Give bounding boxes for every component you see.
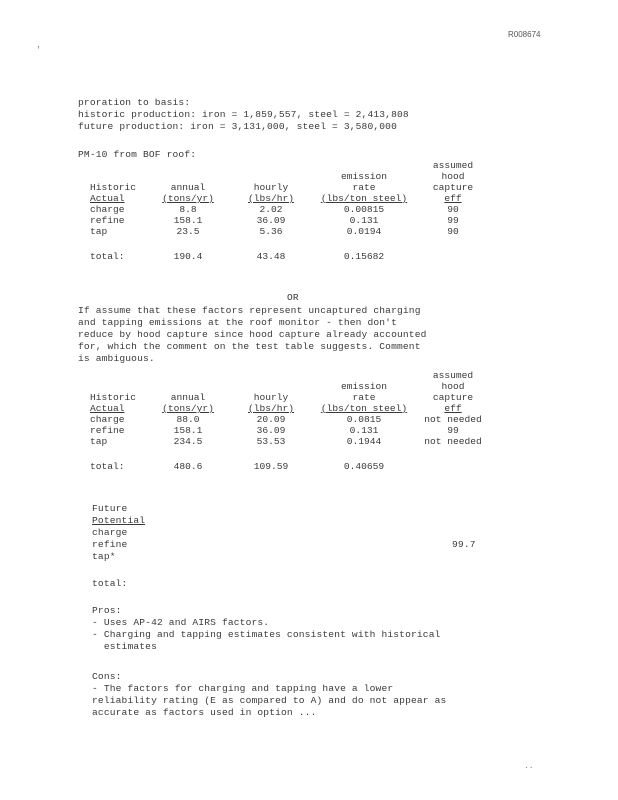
- table-cell: 99: [447, 425, 459, 436]
- table-cell: hourly: [253, 182, 289, 193]
- table-cell: 0.131: [349, 425, 379, 436]
- table-cell: assumed: [432, 160, 474, 171]
- table-cell: (lbs/hr): [247, 193, 295, 204]
- table-spacer-cell: [90, 237, 494, 251]
- table-header-row: [90, 171, 494, 182]
- table-cell: 36.09: [256, 425, 286, 436]
- table-cell: [412, 251, 494, 262]
- future-row-charge: charge: [92, 527, 128, 538]
- table-cell: 43.48: [256, 251, 286, 262]
- table-row: [90, 414, 494, 425]
- table-cell: 0.0194: [346, 226, 382, 237]
- note-line: reduce by hood capture since hood capture already accounted: [78, 329, 427, 340]
- table-cell: 190.4: [173, 251, 203, 262]
- table-cell: tap: [90, 226, 108, 237]
- table-header-row: [90, 381, 494, 392]
- table-cell: not needed: [424, 414, 482, 425]
- table-cell: 53.53: [256, 436, 286, 447]
- table-cell: eff: [444, 403, 462, 414]
- table-cell: [226, 370, 316, 381]
- table-cell: 109.59: [253, 461, 289, 472]
- table-header-row: [90, 160, 494, 171]
- table-total-row: [90, 251, 494, 262]
- table-cell: (tons/yr): [162, 403, 214, 414]
- table-cell: charge: [90, 414, 125, 425]
- table-cell: [226, 381, 316, 392]
- table-spacer: [90, 237, 494, 251]
- table-cell: rate: [352, 182, 376, 193]
- table-total-row: [90, 461, 494, 472]
- pm10-heading: PM-10 from BOF roof:: [78, 149, 197, 160]
- table-cell: 99: [447, 215, 459, 226]
- table-header-row: [90, 392, 494, 403]
- table-cell: [150, 160, 226, 171]
- table-cell: 2.02: [259, 204, 283, 215]
- table-cell: emission: [340, 171, 388, 182]
- table-cell: refine: [90, 425, 125, 436]
- table-header-row: [90, 193, 494, 204]
- table-cell: tap: [90, 436, 108, 447]
- table-cell: Actual: [90, 193, 125, 204]
- table-cell: hood: [441, 381, 465, 392]
- table-cell: [90, 381, 150, 392]
- table-cell: annual: [170, 182, 206, 193]
- table-row: [90, 226, 494, 237]
- table-row: [90, 425, 494, 436]
- table-cell: 0.0815: [346, 414, 382, 425]
- table-cell: 90: [447, 204, 459, 215]
- emissions-table-option-1: [90, 160, 494, 262]
- table-cell: 158.1: [173, 215, 203, 226]
- table-cell: [90, 171, 150, 182]
- table-cell: 23.5: [176, 226, 200, 237]
- cons-heading: Cons:: [92, 671, 122, 682]
- table-cell: not needed: [424, 436, 482, 447]
- document-id: R008674: [508, 30, 541, 39]
- table-cell: [150, 381, 226, 392]
- table-cell: [150, 370, 226, 381]
- scan-mark: ': [36, 46, 41, 55]
- table-cell: eff: [444, 193, 462, 204]
- table-cell: 158.1: [173, 425, 203, 436]
- table-cell: capture: [432, 182, 474, 193]
- scan-mark: ..: [524, 762, 534, 771]
- pros-line: - Uses AP-42 and AIRS factors.: [92, 617, 270, 628]
- table-cell: total:: [90, 461, 125, 472]
- cons-line: accurate as factors used in option ...: [92, 707, 317, 718]
- table-header-row: [90, 403, 494, 414]
- table-cell: 20.09: [256, 414, 286, 425]
- table-header-row: [90, 182, 494, 193]
- emissions-table-option-2: [90, 370, 494, 472]
- table-cell: Historic: [90, 392, 137, 403]
- table-row: [90, 436, 494, 447]
- table-cell: [226, 171, 316, 182]
- table-header-row: [90, 370, 494, 381]
- table-cell: Actual: [90, 403, 125, 414]
- table-cell: 36.09: [256, 215, 286, 226]
- table-cell: 90: [447, 226, 459, 237]
- table-cell: rate: [352, 392, 376, 403]
- future-row-tap: tap*: [92, 551, 116, 562]
- note-line: and tapping emissions at the roof monitor - then don't: [78, 317, 397, 328]
- future-subtitle: Potential: [92, 515, 146, 526]
- table-cell: 0.1944: [346, 436, 382, 447]
- table-cell: 0.40659: [343, 461, 385, 472]
- future-refine-capture: 99.7: [452, 539, 476, 550]
- table-cell: Historic: [90, 182, 137, 193]
- or-divider: OR: [287, 292, 299, 303]
- table-cell: 0.15682: [343, 251, 385, 262]
- future-title: Future: [92, 503, 128, 514]
- table-cell: capture: [432, 392, 474, 403]
- table-cell: hourly: [253, 392, 289, 403]
- table-cell: (tons/yr): [162, 193, 214, 204]
- pros-line: - Charging and tapping estimates consistent with historical: [92, 629, 441, 640]
- table-cell: (lbs/ton steel): [320, 403, 408, 414]
- table-cell: 88.0: [176, 414, 200, 425]
- future-row-refine: refine: [92, 539, 128, 550]
- table-cell: [412, 461, 494, 472]
- table-cell: annual: [170, 392, 206, 403]
- table-cell: [150, 171, 226, 182]
- table-cell: [316, 160, 412, 171]
- table-cell: hood: [441, 171, 465, 182]
- table-cell: 480.6: [173, 461, 203, 472]
- table-cell: [226, 160, 316, 171]
- cons-line: reliability rating (E as compared to A) and do not appear as: [92, 695, 447, 706]
- cons-line: - The factors for charging and tapping have a lower: [92, 683, 394, 694]
- pros-heading: Pros:: [92, 605, 122, 616]
- table-cell: charge: [90, 204, 125, 215]
- note-line: for, which the comment on the test table suggests. Comment: [78, 341, 421, 352]
- table-cell: [90, 370, 150, 381]
- proration-heading: proration to basis:: [78, 97, 191, 108]
- table-cell: 0.00815: [343, 204, 385, 215]
- table-cell: (lbs/ton steel): [320, 193, 408, 204]
- pros-line: estimates: [92, 641, 157, 652]
- note-line: is ambiguous.: [78, 353, 155, 364]
- table-cell: [316, 370, 412, 381]
- table-spacer: [90, 447, 494, 461]
- table-cell: assumed: [432, 370, 474, 381]
- table-cell: 234.5: [173, 436, 203, 447]
- table-row: [90, 215, 494, 226]
- table-cell: (lbs/hr): [247, 403, 295, 414]
- table-row: [90, 204, 494, 215]
- table-cell: total:: [90, 251, 125, 262]
- table-cell: 8.8: [179, 204, 197, 215]
- table-cell: emission: [340, 381, 388, 392]
- table-spacer-cell: [90, 447, 494, 461]
- historic-production-line: historic production: iron = 1,859,557, steel = 2,413,808: [78, 109, 409, 120]
- future-production-line: future production: iron = 3,131,000, steel = 3,580,000: [78, 121, 397, 132]
- note-line: If assume that these factors represent uncaptured charging: [78, 305, 421, 316]
- table-cell: refine: [90, 215, 125, 226]
- table-cell: 0.131: [349, 215, 379, 226]
- table-cell: 5.36: [259, 226, 283, 237]
- future-total-label: total:: [92, 578, 128, 589]
- table-cell: [90, 160, 150, 171]
